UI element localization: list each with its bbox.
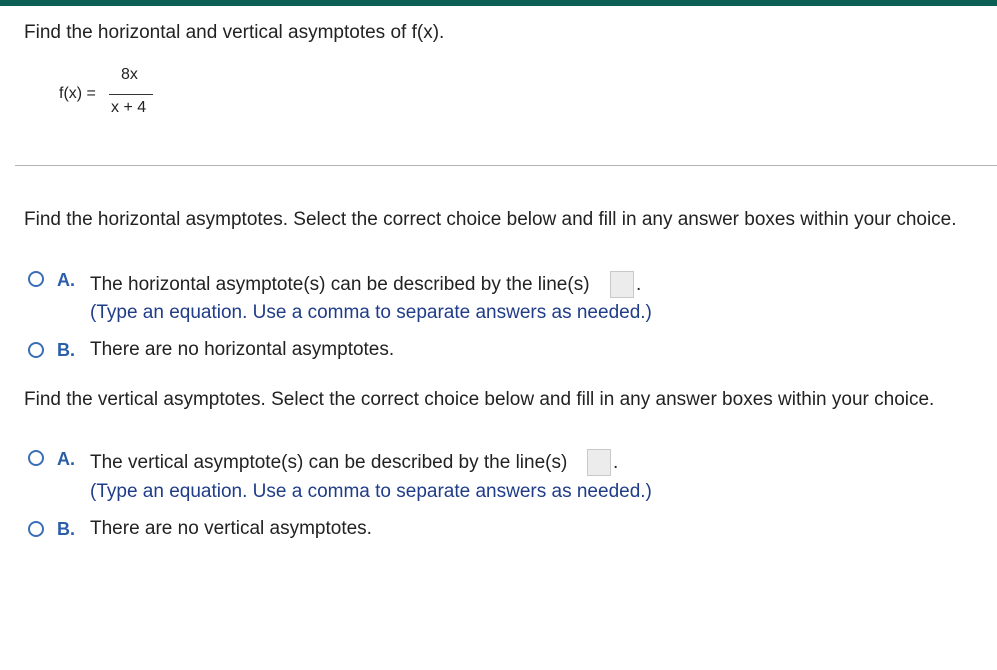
- formula-lhs: f(x) =: [59, 85, 96, 102]
- vertical-instruction: Find the vertical asymptotes. Select the correct choice below and fill in any answer boxes within your choice.: [24, 389, 935, 410]
- horizontal-choice-a-text: The horizontal asymptote(s) can be described by the line(s): [90, 274, 590, 295]
- formula-denominator: x + 4: [111, 99, 147, 116]
- section-divider: [15, 165, 997, 166]
- horizontal-answer-box[interactable]: [610, 271, 634, 298]
- horizontal-choice-a-hint: (Type an equation. Use a comma to separate answers as needed.): [90, 302, 652, 323]
- horizontal-choice-a-letter: A.: [57, 270, 75, 290]
- fraction-bar: [109, 94, 153, 95]
- horizontal-choice-b-letter: B.: [57, 340, 75, 360]
- vertical-choice-b-text: There are no vertical asymptotes.: [90, 518, 372, 539]
- function-formula: [59, 66, 169, 126]
- horizontal-instruction: Find the horizontal asymptotes. Select the correct choice below and fill in any answer boxes within your choice.: [24, 209, 957, 230]
- vertical-choice-a-text: The vertical asymptote(s) can be described by the line(s): [90, 452, 568, 473]
- horizontal-choice-a-radio[interactable]: [28, 271, 44, 287]
- vertical-choice-b-radio[interactable]: [28, 521, 44, 537]
- vertical-choice-a-radio[interactable]: [28, 450, 44, 466]
- vertical-answer-box[interactable]: [587, 449, 611, 476]
- top-accent-bar: [0, 0, 997, 6]
- horizontal-choice-a-period: .: [636, 274, 642, 295]
- question-title: Find the horizontal and vertical asymptotes of f(x).: [24, 22, 445, 43]
- vertical-choice-b-letter: B.: [57, 519, 75, 539]
- formula-numerator: 8x: [121, 66, 138, 83]
- horizontal-choice-b-text: There are no horizontal asymptotes.: [90, 339, 395, 360]
- horizontal-choice-b-radio[interactable]: [28, 342, 44, 358]
- vertical-choice-a-hint: (Type an equation. Use a comma to separate answers as needed.): [90, 481, 652, 502]
- vertical-choice-a-letter: A.: [57, 449, 75, 469]
- vertical-choice-a-period: .: [613, 452, 619, 473]
